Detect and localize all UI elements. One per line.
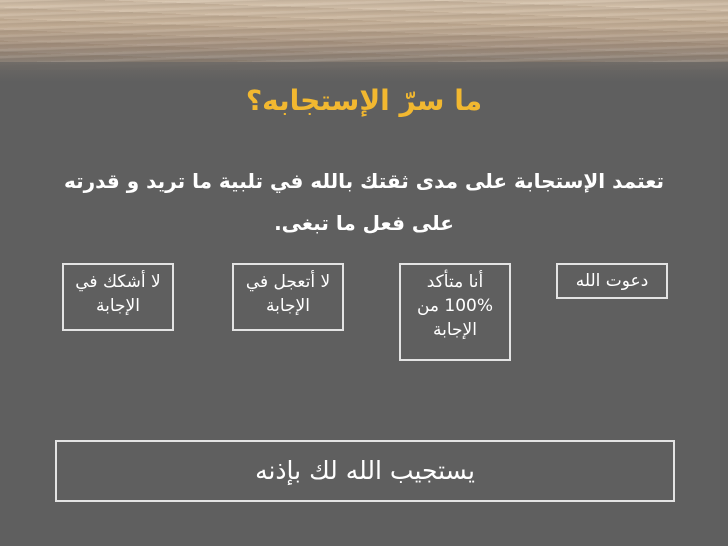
step-box-line: الإجابة — [433, 320, 477, 340]
slide-body-text — [40, 160, 688, 244]
step-box-line: أنا متأكد — [426, 272, 484, 292]
step-box-line: لا أتعجل في — [245, 272, 331, 292]
body-line-1: تعتمد الإستجابة على مدى ثقتك بالله في تلبية ما تريد و قدرته — [63, 169, 665, 193]
step-box-line: الإجابة — [96, 296, 140, 316]
step-box-certain — [399, 263, 511, 361]
step-box-line: الإجابة — [266, 296, 310, 316]
step-box-line: لا أشكك في — [75, 272, 161, 292]
answer-box: يستجيب الله لك بإذنه — [55, 440, 675, 502]
texture-header-band — [0, 0, 728, 70]
texture-fade — [0, 62, 728, 82]
body-line-2: على فعل ما تبغى. — [274, 211, 454, 235]
slide-title: ما سرّ الإستجابه؟ — [245, 84, 483, 117]
step-box-prayed — [556, 263, 668, 299]
step-box-line: دعوت الله — [575, 271, 649, 291]
step-box-no-doubt — [62, 263, 174, 331]
step-box-no-hurry — [232, 263, 344, 331]
step-box-line: 100% من — [416, 296, 494, 316]
